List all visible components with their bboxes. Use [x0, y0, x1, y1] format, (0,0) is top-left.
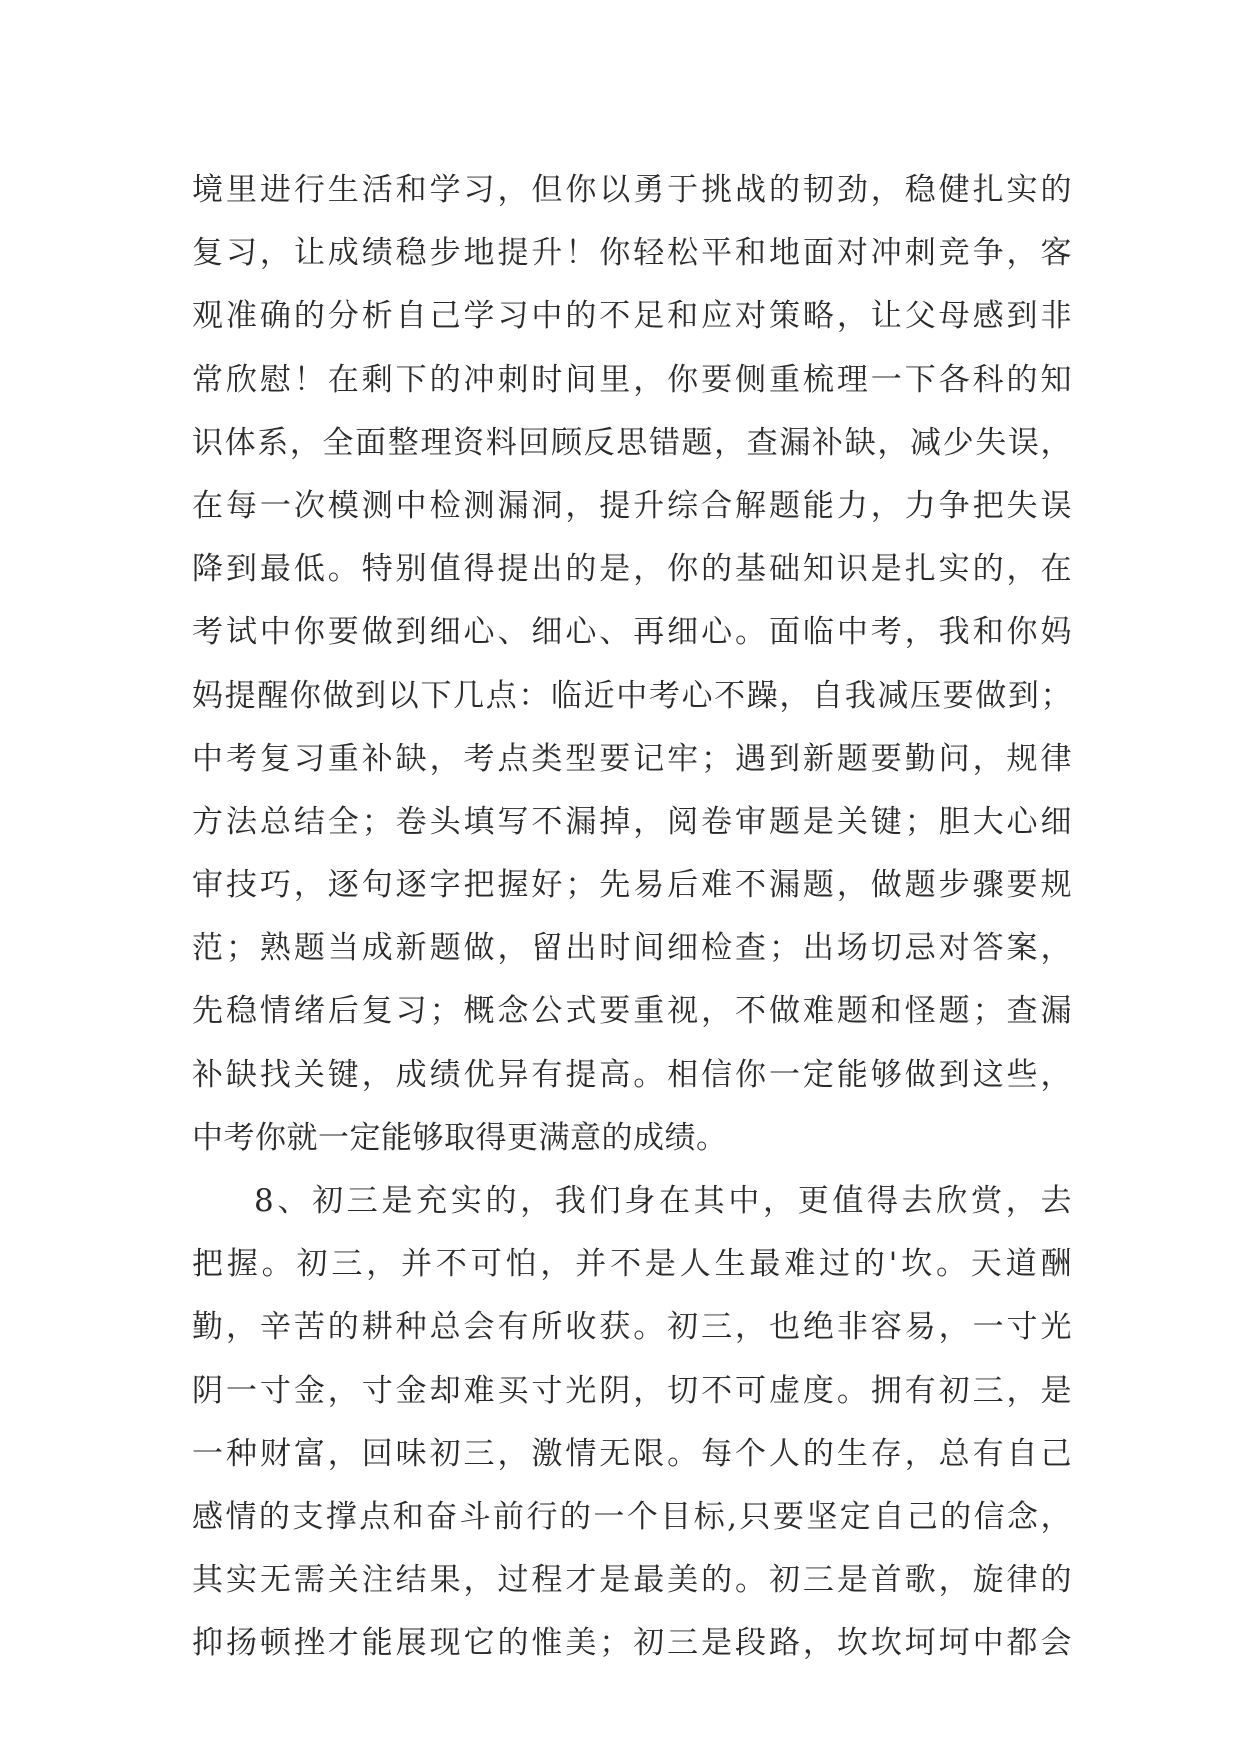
paragraph-end-line: 中考你就一定能够取得更满意的成绩。: [192, 1119, 728, 1156]
text-line: 方法总结全；卷头填写不漏掉，阅卷审题是关键；胆大心细: [192, 803, 1072, 840]
text-line: 在每一次模测中检测漏洞，提升综合解题能力，力争把失误: [192, 487, 1072, 524]
text-line: 境里进行生活和学习，但你以勇于挑战的韧劲，稳健扎实的: [192, 172, 1072, 208]
text-line: 阴一寸金，寸金却难买寸光阴，切不可虚度。拥有初三，是: [192, 1372, 1072, 1409]
body-text: [192, 159, 1072, 1676]
text-line: 补缺找关键，成绩优异有提高。相信你一定能够做到这些，: [192, 1056, 1072, 1093]
text-line: 识体系，全面整理资料回顾反思错题，查漏补缺，减少失误，: [192, 424, 1072, 461]
text-line: 抑扬顿挫才能展现它的惟美；初三是段路，坎坎坷坷中都会: [192, 1625, 1072, 1662]
text-line: 一种财富，回味初三，激情无限。每个人的生存，总有自己: [192, 1435, 1072, 1472]
text-line: 勤，辛苦的耕种总会有所收获。初三，也绝非容易，一寸光: [192, 1309, 1072, 1346]
text-line: 其实无需关注结果，过程才是最美的。初三是首歌，旋律的: [192, 1562, 1072, 1599]
text-line: 审技巧，逐句逐字把握好；先易后难不漏题，做题步骤要规: [192, 867, 1072, 904]
text-line: 降到最低。特别值得提出的是，你的基础知识是扎实的，在: [192, 551, 1072, 588]
text-line: 先稳情绪后复习；概念公式要重视，不做难题和怪题；查漏: [192, 993, 1072, 1030]
paragraph-start-line: 8、初三是充实的，我们身在其中，更值得去欣赏，去: [254, 1183, 1072, 1219]
text-line: 范；熟题当成新题做，留出时间细检查；出场切忌对答案，: [192, 930, 1072, 967]
text-line: 观准确的分析自己学习中的不足和应对策略，让父母感到非: [192, 298, 1072, 335]
text-line: 把握。初三，并不可怕，并不是人生最难过的'坎。天道酬: [192, 1246, 1072, 1283]
text-line: 妈提醒你做到以下几点：临近中考心不躁，自我减压要做到；: [192, 677, 1072, 714]
text-line: 常欣慰！在剩下的冲刺时间里，你要侧重梳理一下各科的知: [192, 361, 1072, 398]
text-line: 中考复习重补缺，考点类型要记牢；遇到新题要勤问，规律: [192, 740, 1072, 777]
text-line: 复习，让成绩稳步地提升！你轻松平和地面对冲刺竞争，客: [192, 235, 1072, 272]
text-line: 考试中你要做到细心、细心、再细心。面临中考，我和你妈: [192, 614, 1072, 651]
text-line: 感情的支撑点和奋斗前行的一个目标,只要坚定自己的信念，: [192, 1498, 1072, 1535]
